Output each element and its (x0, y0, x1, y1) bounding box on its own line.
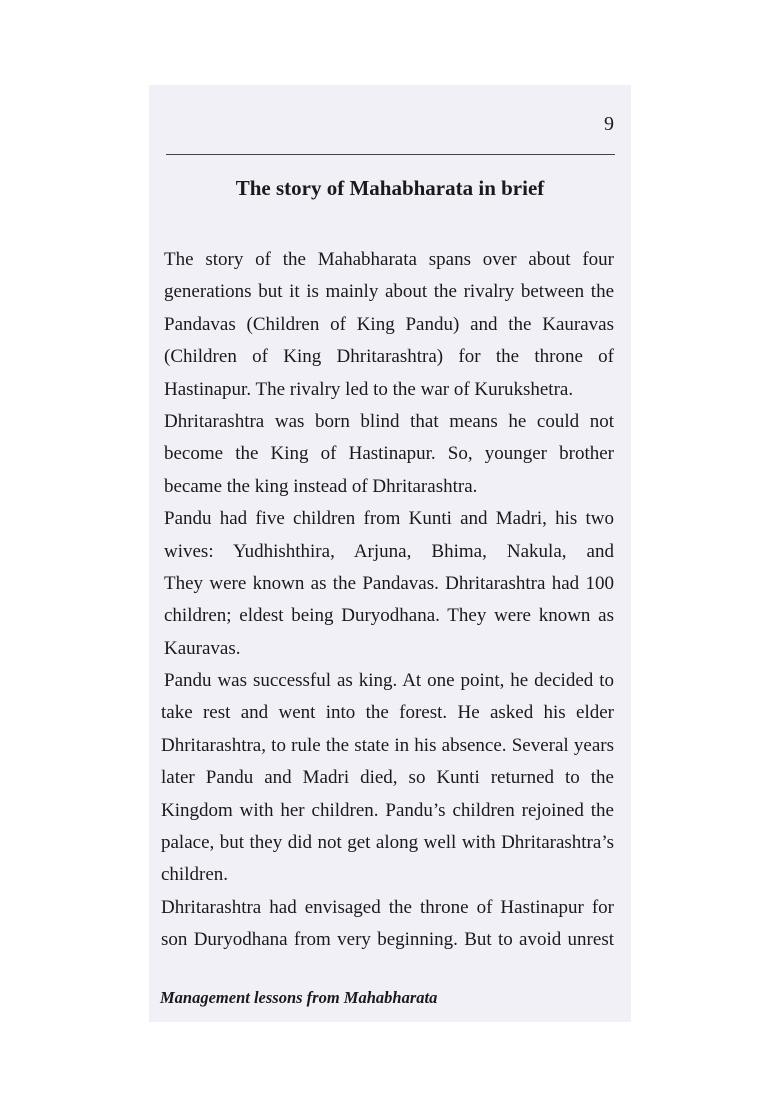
text-line: take rest and went into the forest. He asked his elder (161, 702, 614, 724)
text-line: They were known as the Pandavas. Dhritarashtra had 100 (164, 572, 614, 594)
text-line: Dhritarashtra, to rule the state in his absence. Several years (161, 734, 614, 756)
text-line: Pandavas (Children of King Pandu) and the Kauravas (164, 313, 614, 335)
text-line: son Duryodhana from very beginning. But to avoid unrest (161, 929, 614, 951)
page-number: 9 (604, 113, 614, 135)
text-line: wives: Yudhishthira, Arjuna, Bhima, Nakula, and (164, 540, 614, 562)
text-line: Pandu was successful as king. At one point, he decided to (164, 670, 614, 692)
text-line: Kauravas. (164, 637, 241, 659)
text-line: Dhritarashtra had envisaged the throne of Hastinapur for (161, 896, 614, 918)
text-line: children. (161, 864, 229, 886)
text-line: Dhritarashtra was born blind that means he could not (164, 410, 614, 432)
text-line: become the King of Hastinapur. So, younger brother (164, 443, 614, 465)
text-line: Kingdom with her children. Pandu’s children rejoined the (161, 799, 614, 821)
body-text (161, 244, 614, 957)
text-line: children; eldest being Duryodhana. They were known as (164, 605, 614, 627)
text-line: Pandu had five children from Kunti and Madri, his two (164, 508, 614, 530)
text-line: palace, but they did not get along well with Dhritarashtra’s (161, 832, 614, 854)
text-line: generations but it is mainly about the rivalry between the (164, 281, 614, 303)
text-line: Hastinapur. The rivalry led to the war of Kurukshetra. (164, 378, 574, 400)
header-rule (166, 154, 615, 155)
text-line: became the king instead of Dhritarashtra. (164, 475, 478, 497)
chapter-title: The story of Mahabharata in brief (235, 176, 545, 200)
text-line: later Pandu and Madri died, so Kunti returned to the (161, 767, 614, 789)
text-line: The story of the Mahabharata spans over about four (164, 249, 614, 270)
running-footer: Management lessons from Mahabharata (160, 988, 438, 1007)
text-line: (Children of King Dhritarashtra) for the throne of (164, 346, 614, 368)
